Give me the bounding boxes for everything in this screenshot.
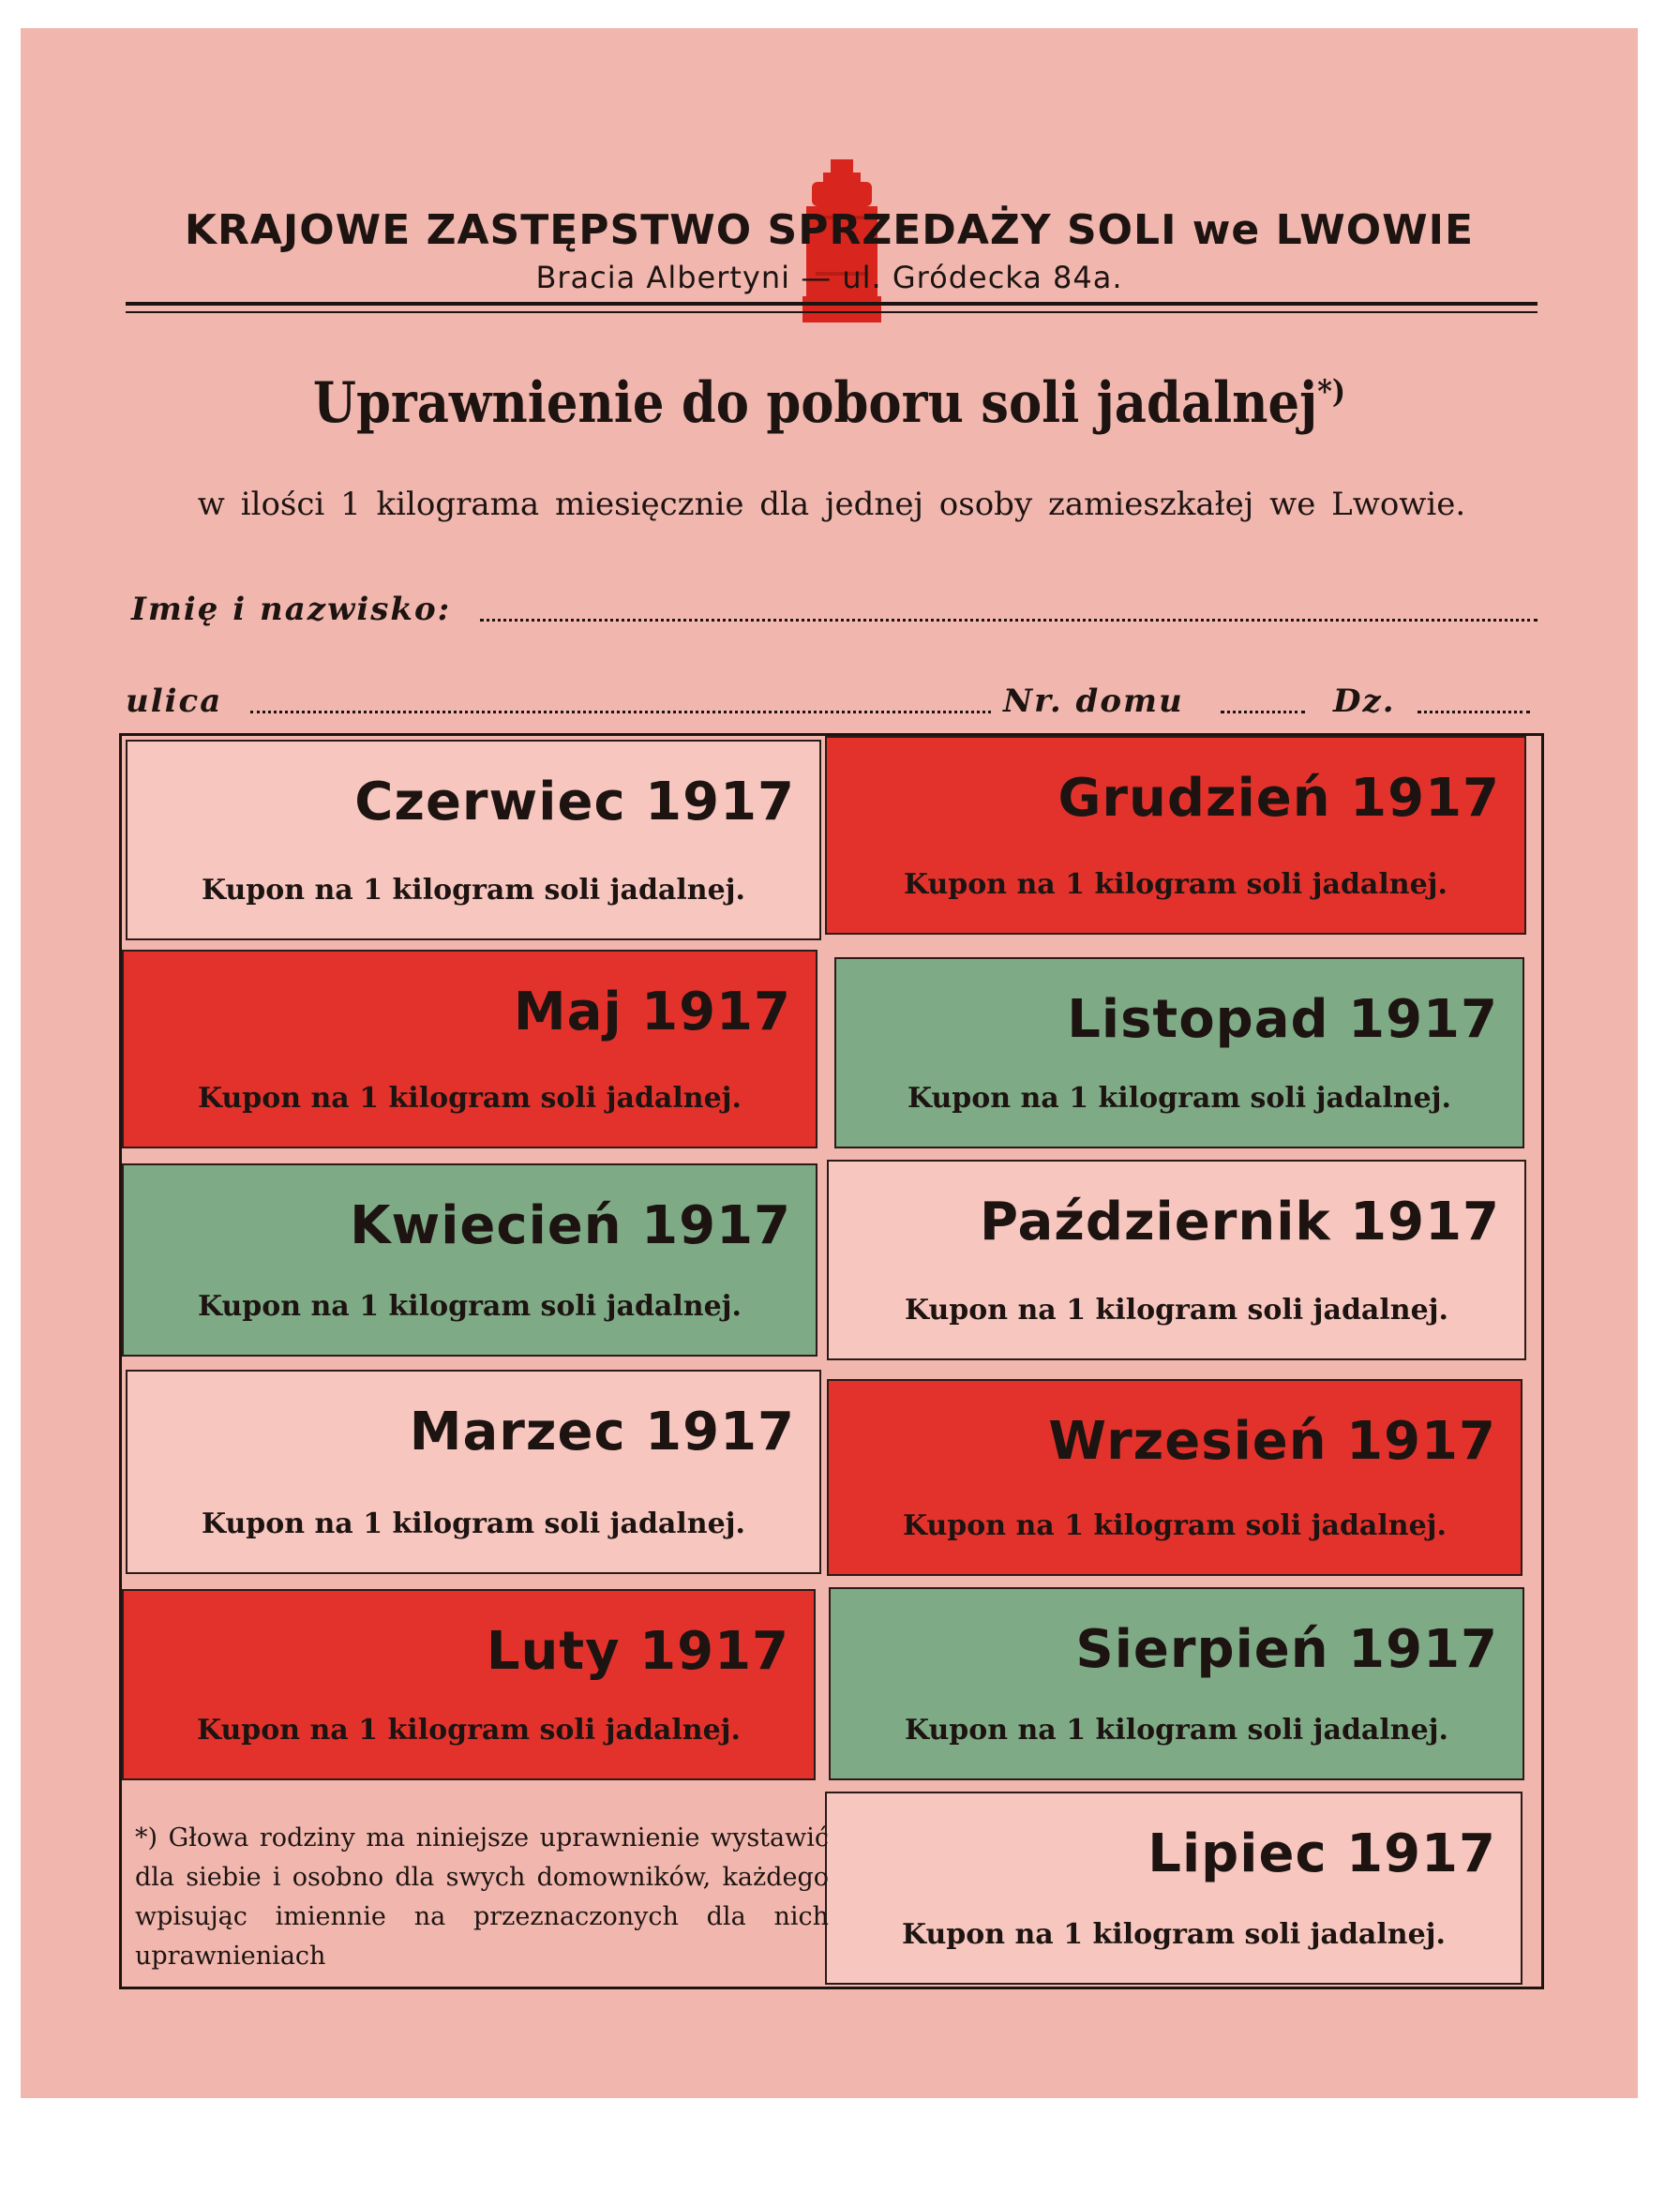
coupon-text: Kupon na 1 kilogram soli jadalnej. (202, 874, 745, 907)
header-rule-thin (126, 311, 1538, 313)
coupon-text: Kupon na 1 kilogram soli jadalnej. (905, 1714, 1448, 1747)
name-label: Imię i nazwisko: (131, 591, 452, 628)
coupon-month: Luty 1917 (486, 1621, 789, 1682)
coupon-text: Kupon na 1 kilogram soli jadalnej. (903, 1509, 1447, 1542)
coupon-month: Lipiec 1917 (1148, 1823, 1496, 1884)
coupon-text: Kupon na 1 kilogram soli jadalnej. (905, 1294, 1448, 1327)
header-rule (126, 302, 1538, 306)
coupon-pazdziernik[interactable] (827, 1160, 1526, 1360)
coupon-month: Sierpień 1917 (1075, 1619, 1498, 1680)
coupon-month: Czerwiec 1917 (354, 772, 795, 832)
title-text: Uprawnienie do poboru soli jadalnej (312, 370, 1318, 436)
coupon-text: Kupon na 1 kilogram soli jadalnej. (908, 1082, 1451, 1115)
coupon-listopad[interactable] (834, 957, 1524, 1148)
coupon-month: Listopad 1917 (1067, 989, 1498, 1050)
coupon-text: Kupon na 1 kilogram soli jadalnej. (902, 1918, 1446, 1951)
coupon-text: Kupon na 1 kilogram soli jadalnej. (904, 868, 1448, 901)
coupon-maj[interactable] (122, 950, 818, 1148)
ration-card-sheet (21, 28, 1638, 2098)
coupon-marzec[interactable] (126, 1370, 821, 1574)
street-label: ulica (126, 682, 223, 720)
coupon-sierpien[interactable] (829, 1587, 1524, 1780)
organization-name: KRAJOWE ZASTĘPSTWO SPRZEDAŻY SOLI we LWOWIE (184, 206, 1475, 254)
organization-address: Bracia Albertyni — ul. Gródecka 84a. (535, 260, 1123, 295)
house-number-label: Nr. domu (1003, 682, 1184, 720)
coupon-grid (119, 733, 1544, 1989)
coupon-luty[interactable] (122, 1589, 816, 1780)
coupon-month: Październik 1917 (979, 1192, 1500, 1252)
house-number-field-line[interactable] (1221, 711, 1305, 713)
coupon-text: Kupon na 1 kilogram soli jadalnej. (198, 1290, 742, 1323)
footnote: *) Głowa rodziny ma niniejsze uprawnienie wystawić dla siebie i osobno dla swych domowników, każdego wpisując imiennie na przeznaczonych dla nich uprawnieniach (135, 1823, 829, 1971)
document-title (118, 370, 1541, 436)
coupon-grudzien[interactable] (825, 736, 1526, 935)
coupon-text: Kupon na 1 kilogram soli jadalnej. (197, 1714, 741, 1747)
dz-field-line[interactable] (1418, 711, 1530, 713)
coupon-month: Grudzień 1917 (1058, 768, 1500, 829)
coupon-czerwiec[interactable] (126, 740, 821, 940)
coupon-text: Kupon na 1 kilogram soli jadalnej. (202, 1508, 745, 1540)
name-field-line[interactable] (480, 619, 1538, 622)
coupon-month: Maj 1917 (513, 982, 791, 1042)
coupon-text: Kupon na 1 kilogram soli jadalnej. (198, 1082, 742, 1115)
document-subtitle: w ilości 1 kilograma miesięcznie dla jednej osoby zamieszkałej we Lwowie. (197, 486, 1466, 523)
coupon-month: Kwiecień 1917 (350, 1195, 791, 1256)
coupon-lipiec[interactable] (825, 1792, 1522, 1985)
title-footnote-mark: *) (1317, 373, 1346, 411)
dz-label: Dz. (1333, 682, 1396, 720)
coupon-kwiecien[interactable] (122, 1163, 818, 1357)
coupon-month: Wrzesień 1917 (1048, 1411, 1496, 1472)
header (21, 206, 1638, 295)
street-field-line[interactable] (250, 711, 991, 713)
coupon-wrzesien[interactable] (827, 1379, 1522, 1576)
coupon-month: Marzec 1917 (409, 1402, 795, 1462)
